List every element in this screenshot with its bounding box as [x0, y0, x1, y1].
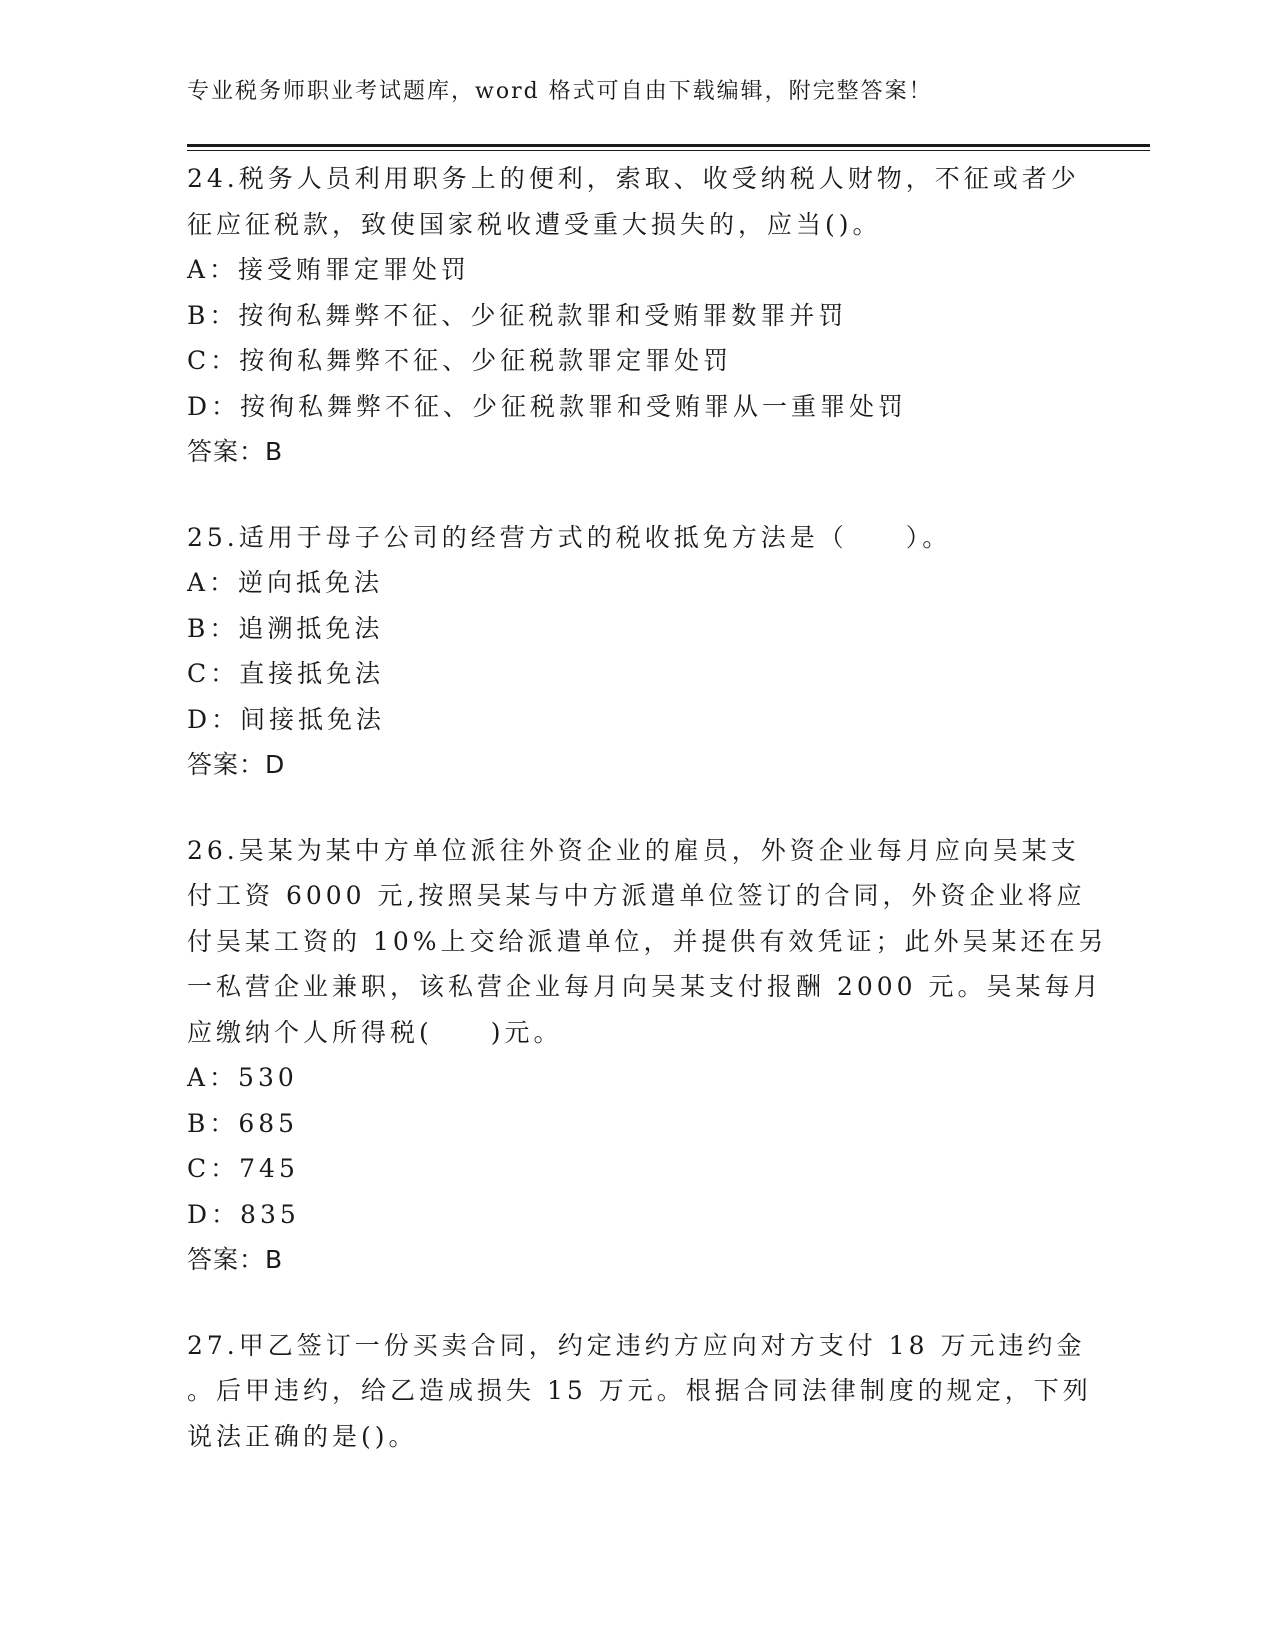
question-list: [187, 156, 1108, 1483]
header-note: 专业税务师职业考试题库，word 格式可自由下载编辑，附完整答案！: [187, 79, 933, 104]
option-c: C：直接抵免法: [187, 659, 385, 688]
stem-line: 应缴纳个人所得税( )元。: [187, 1017, 563, 1047]
stem-line: 25.适用于母子公司的经营方式的税收抵免方法是（ ）。: [187, 522, 952, 552]
option-a: A：接受贿罪定罪处罚: [187, 255, 471, 284]
header-rule-thin: [187, 150, 1150, 151]
answer: 答案：D: [187, 750, 286, 779]
question-stem: [187, 156, 1087, 247]
answer: 答案：B: [187, 437, 284, 466]
stem-line: 征应征税款，致使国家税收遭受重大损失的，应当()。: [187, 209, 882, 239]
question-stem: [187, 515, 1087, 561]
option-c: C：按徇私舞弊不征、少征税款罪定罪处罚: [187, 346, 733, 375]
answer: 答案：B: [187, 1245, 284, 1274]
question-stem: [187, 1323, 1092, 1460]
option-b: B：追溯抵免法: [187, 613, 384, 643]
question-25: [187, 515, 1087, 788]
option-d: D：835: [187, 1199, 300, 1229]
stem-line: 一私营企业兼职，该私营企业每月向吴某支付报酬 2000 元。吴某每月: [187, 972, 1103, 1001]
option-a: A：530: [187, 1063, 298, 1092]
stem-line: 付吴某工资的 10%上交给派遣单位，并提供有效凭证；此外吴某还在另: [187, 926, 1108, 956]
question-24: [187, 156, 1087, 475]
question-stem: [187, 828, 1108, 1056]
header-rule-thick: [187, 144, 1150, 147]
option-b: B：685: [187, 1108, 299, 1138]
option-c: C：745: [187, 1154, 299, 1183]
question-26: [187, 828, 1108, 1283]
stem-line: 26.吴某为某中方单位派往外资企业的雇员，外资企业每月应向吴某支: [187, 835, 1080, 865]
stem-line: 说法正确的是()。: [187, 1421, 418, 1451]
stem-line: 24.税务人员利用职务上的便利，索取、收受纳税人财物，不征或者少: [187, 164, 1080, 193]
stem-line: 27.甲乙签订一份买卖合同，约定违约方应向对方支付 18 万元违约金: [187, 1330, 1086, 1360]
option-d: D：按徇私舞弊不征、少征税款罪和受贿罪从一重罪处罚: [187, 391, 908, 421]
question-27: [187, 1323, 1092, 1460]
option-d: D：间接抵免法: [187, 704, 386, 734]
option-a: A：逆向抵免法: [187, 568, 384, 597]
option-b: B：按徇私舞弊不征、少征税款罪和受贿罪数罪并罚: [187, 300, 848, 330]
stem-line: 付工资 6000 元,按照吴某与中方派遣单位签订的合同，外资企业将应: [187, 881, 1086, 910]
stem-line: 。后甲违约，给乙造成损失 15 万元。根据合同法律制度的规定，下列: [187, 1376, 1092, 1405]
